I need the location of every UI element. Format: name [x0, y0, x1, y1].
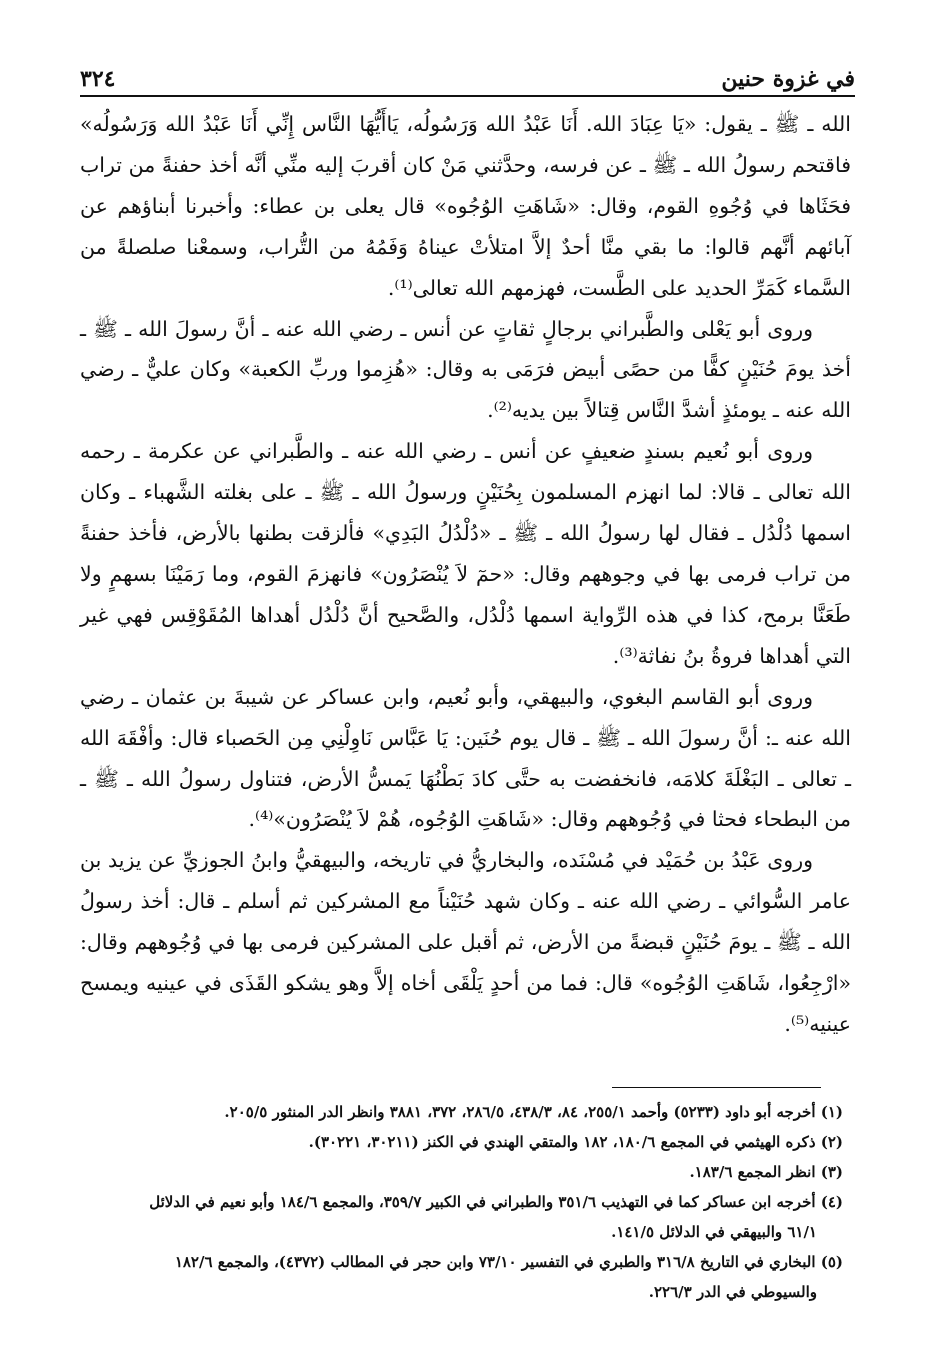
footnote-1: (١) أخرجه أبو داود (٥٢٣٣) وأحمد ٢٥٥/١، ٨٤، ٤٣٨/٣، ٢٨٦/٥، ٣٧٢، ٣٨٨١ وانظر الدر المنثور ٢٠٥/٥.	[224, 1103, 843, 1121]
paragraph: وروى أبو يَعْلى والطَّبراني برجالٍ ثقاتٍ عن أنس ـ رضي الله عنه ـ أنَّ رسولَ الله ـ ﷺ ـ أخذ يومَ حُنَيْنٍ كفًّا من حصًى أبيض فرَمَى به وقال: «هُزِموا وربِّ الكعبة» وكان عليٌّ ـ رضي الله عنه ـ يومئذٍ أشدَّ النَّاس قِتالاً بين يديه⁽²⁾.	[80, 316, 851, 423]
footnote-4-continued: ٦١/١ والبيهقي في الدلائل ١٤١/٥.	[611, 1223, 817, 1241]
footnotes	[80, 1097, 843, 1307]
footnote-separator	[612, 1087, 821, 1088]
footnote-5-continued: والسيوطي في الدر ٢٢٦/٣.	[648, 1283, 817, 1301]
page-number: ٣٢٤	[80, 66, 116, 92]
paragraph: وروى أبو القاسم البغوي، والبيهقي، وأبو نُعيم، وابن عساكر عن شيبةَ بن عثمان ـ رضي الله عنه ـ: أنَّ رسولَ الله ـ ﷺ ـ قال يوم حُنَين: يَا عَبَّاس نَاوِلْنِي مِن الحَصباء قال: وأفْقَهَ الله ـ تعالى ـ البَغْلَةَ كلامَه، فانخفضت به حتَّى كادَ بَطْنُهَا يَمسُّ الأرض، فتناول رسولُ الله ـ ﷺ ـ من البطحاء فحثا في وُجُوههم وقال: «شَاهَتِ الوُجُوه، هُمْ لاَ يُنْصَرُون»⁽⁴⁾.	[80, 684, 851, 832]
paragraph: الله ـ ﷺ ـ يقول: «يَا عِبَادَ الله. أَنَا عَبْدُ الله وَرَسُولُه، يَاأَيُّهَا النَّاس إِنِّي أَنَا عَبْدُ الله وَرَسُولُه» فاقتحم رسولُ الله ـ ﷺ ـ عن فرسه، وحدَّثني مَنْ كان أقربَ إليه منِّي أنَّه أخذ حفنةً من تراب فحَثَاها في وُجُوهِ القوم، وقال: «شَاهَتِ الوُجُوه» قال يعلى بن عطاء: وأخبرنا أبناؤهم عن آبائهم أنَّهم قالوا: ما بقي منَّا أحدٌ إلاَّ امتلأتْ عيناهُ وَفَمُهُ من التُّراب، وسمعْنا صلصلةً من السَّماء كَمَرِّ الحديد على الطَّست، فهزمهم الله تعالى⁽¹⁾.	[80, 112, 851, 300]
page-header	[80, 58, 855, 92]
header-rule	[80, 95, 855, 97]
footnote-3: (٣) انظر المجمع ١٨٣/٦.	[689, 1163, 843, 1181]
footnote-4: (٤) أخرجه ابن عساكر كما في التهذيب ٣٥١/٦ والطبراني في الكبير ٣٥٩/٧، والمجمع ١٨٤/٦ وأبو نعيم في الدلائل	[149, 1193, 843, 1211]
paragraph: وروى عَبْدُ بن حُمَيْد في مُسْنَده، والبخاريُّ في تاريخه، والبيهقيُّ وابنُ الجوزيِّ عن يزيد بن عامر السُّوائي ـ رضي الله عنه ـ وكان شهد حُنَيْناً مع المشركين ثم أسلم ـ قال: أخذ رسولُ الله ـ ﷺ ـ يومَ حُنَيْنٍ قبضةً من الأرض، ثم أقبل على المشركين فرمى بها في وُجُوههم وقال: «ارْجِعُوا، شَاهَتِ الوُجُوه» قال: فما من أحدٍ يَلْقَى أخاه إلاَّ وهو يشكو القَذَى في عينيه ويمسح عينيه⁽⁵⁾.	[80, 848, 851, 1036]
paragraph: وروى أبو نُعيم بسندٍ ضعيفٍ عن أنس ـ رضي الله عنه ـ والطَّبراني عن عكرمة ـ رحمه الله تعالى ـ قالا: لما انهزم المسلمون بِحُنَيْنٍ ورسولُ الله ـ ﷺ ـ على بغلته الشَّهباء ـ وكان اسمها دُلْدُل ـ فقال لها رسولُ الله ـ ﷺ ـ «دُلْدُلُ البَدِي» فألزقت بطنها بالأرض، فأخذ حفنةً من تراب فرمى بها في وجوههم وقال: «حمٓ لاَ يُنْصَرُون» فانهزمَ القوم، وما رَمَيْنَا بسهمٍ ولا طَعَنَّا برمح، كذا في هذه الرِّواية اسمها دُلْدُل، والصَّحيح أنَّ دُلْدُل أهداها المُقَوْقِس فهي غير التي أهداها فروةُ بنُ نفاثة⁽³⁾.	[80, 439, 851, 668]
footnote-2: (٢) ذكره الهيثمي في المجمع ١٨٠/٦، ١٨٢ والمتقي الهندي في الكنز (٣٠٢١١، ٣٠٢٢١).	[308, 1133, 843, 1151]
running-title: في غزوة حنين	[721, 66, 855, 92]
main-text	[80, 104, 851, 1045]
footnote-5: (٥) البخاري في التاريخ ٣١٦/٨ والطبري في التفسير ٧٣/١٠ وابن حجر في المطالب (٤٣٧٢)، والمجمع ١٨٢/٦	[174, 1253, 843, 1271]
